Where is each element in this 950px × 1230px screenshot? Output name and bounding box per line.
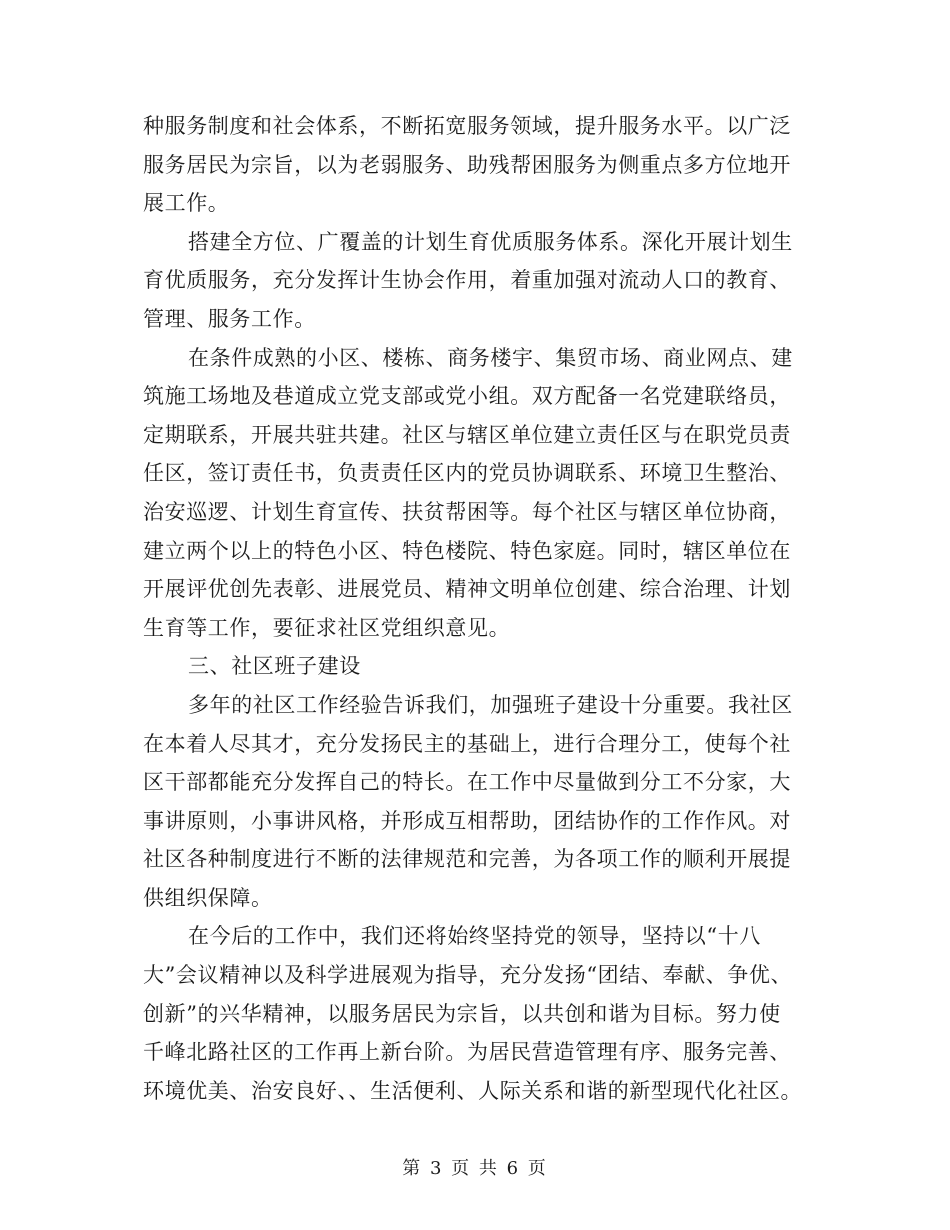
text-line: 区干部都能充分发挥自己的特长。在工作中尽量做到分工不分家，大 <box>143 770 791 795</box>
text-line: 育优质服务，充分发挥计生协会作用，着重加强对流动人口的教育、 <box>143 268 791 293</box>
text-line: 大”会议精神以及科学进展观为指导，充分发扬“团结、奉献、争优、 <box>143 963 793 988</box>
page-footer: 第 3 页 共 6 页 <box>402 1158 548 1179</box>
text-line: 管理、服务工作。 <box>143 306 316 331</box>
text-line: 千峰北路社区的工作再上新台阶。为居民营造管理有序、服务完善、 <box>143 1040 791 1065</box>
text-line: 搭建全方位、广覆盖的计划生育优质服务体系。深化开展计划生 <box>188 229 793 254</box>
text-line: 环境优美、治安良好、、生活便利、人际关系和谐的新型现代化社区。 <box>143 1078 803 1103</box>
text-line: 筑施工场地及巷道成立党支部或党小组。双方配备一名党建联络员， <box>143 384 791 409</box>
text-line: 创新”的兴华精神，以服务居民为宗旨，以共创和谐为目标。努力使 <box>143 1001 781 1026</box>
text-line: 在条件成熟的小区、楼栋、商务楼宇、集贸市场、商业网点、建 <box>188 345 793 370</box>
text-line: 种服务制度和社会体系，不断拓宽服务领域，提升服务水平。以广泛 <box>143 114 791 138</box>
text-line: 开展评优创先表彰、进展党员、精神文明单位创建、综合治理、计划 <box>143 577 791 602</box>
text-line: 三、社区班子建设 <box>188 654 361 679</box>
document-body <box>143 107 813 1110</box>
text-line: 治安巡逻、计划生育宣传、扶贫帮困等。每个社区与辖区单位协商， <box>143 499 791 524</box>
text-line: 生育等工作，要征求社区党组织意见。 <box>143 615 511 640</box>
text-line: 服务居民为宗旨，以为老弱服务、助残帮困服务为侧重点多方位地开 <box>143 152 791 177</box>
text-line: 多年的社区工作经验告诉我们，加强班子建设十分重要。我社区 <box>188 692 793 717</box>
text-line: 定期联系，开展共驻共建。社区与辖区单位建立责任区与在职党员责 <box>143 422 791 447</box>
text-line: 任区，签订责任书，负责责任区内的党员协调联系、环境卫生整治、 <box>143 461 791 486</box>
text-line: 在本着人尽其才，充分发扬民主的基础上，进行合理分工，使每个社 <box>143 731 791 756</box>
text-line: 展工作。 <box>143 191 230 216</box>
text-line: 社区各种制度进行不断的法律规范和完善，为各项工作的顺利开展提 <box>143 847 791 872</box>
text-line: 事讲原则，小事讲风格，并形成互相帮助，团结协作的工作作风。对 <box>143 808 791 833</box>
text-line: 供组织保障。 <box>143 885 273 910</box>
text-line: 建立两个以上的特色小区、特色楼院、特色家庭。同时，辖区单位在 <box>143 538 791 563</box>
text-line: 在今后的工作中，我们还将始终坚持党的领导，坚持以“十八 <box>188 924 761 949</box>
